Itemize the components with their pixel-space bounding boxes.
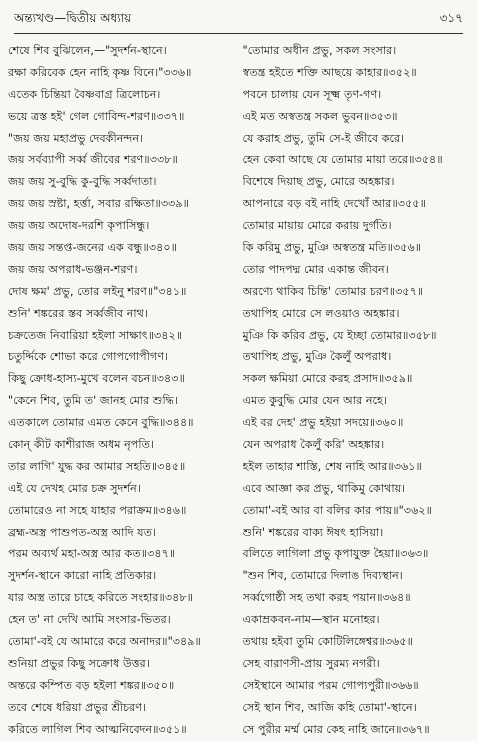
verse-line: জয় সর্বব্যাপী সর্ব্ব জীবের শরণ॥৩৩৮॥ — [8, 153, 178, 167]
verse-line: তথায় হইবা তুমি কোটিলিঙ্গেশ্বর॥৩৬৫॥ — [242, 635, 413, 649]
verse-line: হইল তাহার শাস্তি, শেষ নাহি আর॥৩৬১॥ — [242, 459, 422, 473]
verse-line: চক্রতেজ নিবারিয়া হইলা সাক্ষাৎ॥৩৪২॥ — [8, 328, 183, 342]
verse-line: হেন কেবা আছে যে তোমার মায়া তরে॥৩৫৪॥ — [242, 153, 443, 167]
verse-line: কিছু ক্রোধ-হাস্য-মুখে বলেন বচন॥৩৪৩॥ — [8, 372, 185, 386]
verse-line: জয় জয় সন্তপ্ত-জনের এক বন্ধু॥৩৪০॥ — [8, 241, 177, 255]
verse-line: এই মত অস্বতন্ত্র সকল ভুবন॥৩৫৩॥ — [242, 109, 398, 123]
verse-line: হেন ত' না দেখি আমি সংসার-ভিতর। — [8, 613, 171, 627]
verse-line: এই বর দেহ' প্রভু হইয়া সদয়ে॥৩৬০॥ — [242, 416, 404, 430]
verse-line: মুঞি কি করিব প্রভু, যে ইচ্ছা তোমার॥৩৫৮॥ — [242, 328, 437, 342]
verse-line: শুনি' শঙ্করের স্তব সর্ব্বজীব নাথ। — [8, 306, 148, 320]
verse-line: বলিতে লাগিলা প্রভু কৃপাযুক্ত হৈয়া॥৩৬৩॥ — [242, 547, 429, 561]
verse-line: তথাপিহ মোরে সে লওয়াও অহঙ্কার। — [242, 306, 400, 320]
verse-line: চতুর্দ্দিকে শোভা করে গোপগোপীগণ। — [8, 350, 169, 364]
verse-line: সুদর্শন-স্থানে কারো নাহি প্রতিকার। — [8, 569, 157, 583]
verse-line: যে করাহ প্রভু, তুমি সে-ই জীবে করে। — [242, 131, 405, 145]
verse-line: ব্রহ্ম-অস্ত্র পাশুপত-অস্ত্র আদি যত। — [8, 525, 156, 539]
verse-line: জয় জয় সু-বুদ্ধি কু-বুদ্ধি সর্ব্বদাতা। — [8, 175, 157, 189]
chapter-heading: অন্ত্যখণ্ড—দ্বিতীয় অধ্যায় — [14, 11, 132, 25]
verse-line: যার অস্ত্র তারে চাহে করিতে সংহার॥৩৪৮॥ — [8, 591, 193, 605]
verse-line: জয় জয় অপরাধ-ভঞ্জন-শরণ। — [8, 262, 138, 276]
verse-line: পরম অব্যর্থ মহা-অস্ত্র আর কত॥৩৪৭॥ — [8, 547, 176, 561]
verse-line: জয় জয় অদোষ-দরশি কৃপাসিন্ধু। — [8, 219, 150, 233]
verse-line: করিতে লাগিল শিব আত্মনিবেদন॥৩৫১॥ — [8, 722, 187, 736]
verse-line: তোমা'-বই আর বা বলির কার পায়॥"৩৬২॥ — [242, 503, 432, 517]
verse-line: ভয়ে ত্রস্ত হই' গেল গোবিন্দ-শরণ॥৩৩৭॥ — [8, 109, 185, 123]
verse-line: তথাপিহ প্রভু, মুঞি কৈলুঁ অপরাধ। — [242, 350, 392, 364]
running-header — [14, 8, 463, 32]
verse-line: তবে শেষে ধরিয়া প্রভুর শ্রীচরণ। — [8, 700, 147, 714]
verse-line: "জয় জয় মহাপ্রভু দেবকীনন্দন। — [8, 131, 144, 145]
verse-line: এবে আজ্ঞা কর প্রভু, থাকিমু কোথায়। — [242, 481, 406, 495]
verse-line: দোষ ক্ষম' প্রভু, তোর লইনু শরণ॥"৩৪১॥ — [8, 284, 187, 298]
verse-line: কি করিমু প্রভু, মুঞি অস্বতন্ত্র মতি॥৩৫৬॥ — [242, 241, 422, 255]
header-rule — [14, 33, 463, 34]
left-column — [8, 40, 235, 741]
verse-line: সেহ বারাণসী-প্রায় সুরম্য নগরী। — [242, 656, 380, 670]
verse-line: বিশেষে দিয়াছ প্রভু, মোরে অহঙ্কার। — [242, 175, 395, 189]
verse-line: তোমারেও না সহে যাহার পরাক্রম॥৩৪৬॥ — [8, 503, 187, 517]
verse-line: এমত কুবুদ্ধি মোর যেন আর নহে। — [242, 394, 387, 408]
verse-line: "কেনে শিব, তুমি ত' জানহ মোর শুদ্ধি। — [8, 394, 178, 408]
right-column — [243, 40, 470, 741]
verse-line: তোমা'-বই যে আমারে করে অনাদর॥"৩৪৯॥ — [8, 635, 201, 649]
verse-line: সে পুরীর মর্ম্ম মোর কেহ নাহি জানে॥৩৬৭॥ — [242, 722, 430, 736]
verse-line: একাম্রকবন-নাম—স্থান মনোহর। — [242, 613, 380, 627]
verse-line: সেইস্থানে আমার পরম গোপ্যপুরী॥৩৬৬॥ — [242, 678, 419, 692]
verse-line: শুনি' শঙ্করের বাক্য ঈষৎ হাসিয়া। — [242, 525, 384, 539]
verse-line: অরণ্যে থাকিব চিন্তি' তোমার চরণ॥৩৫৭॥ — [242, 284, 424, 298]
verse-line: তোমার মায়ায় মোরে করায় দুর্গতি। — [242, 219, 392, 233]
verse-line: যেন অপরাধ কৈলুঁ করি' অহঙ্কার। — [242, 438, 385, 452]
verse-line: আপনারে বড় বই নাহি দেখোঁ আর॥৩৫৫॥ — [242, 197, 426, 211]
verse-line: এই যে দেখহ মোর চক্র সুদর্শন। — [8, 481, 141, 495]
verse-line: তার লাগি' যুদ্ধ কর আমার সহতি॥৩৪৫॥ — [8, 459, 186, 473]
verse-line: সেই স্থান শিব, আজি কহি তোমা'-স্থানে। — [242, 700, 417, 714]
verse-line: তোর পাদপদ্ম মোর একান্ত জীবন। — [242, 262, 389, 276]
verse-line: রক্ষা করিবেক হেন নাহি কৃষ্ণ বিনে।"৩৩৬॥ — [8, 65, 192, 79]
page-number: ৩১৭ — [439, 11, 463, 25]
verse-line: "তোমার অধীন প্রভু, সকল সংসার। — [242, 44, 397, 57]
verse-columns — [8, 40, 469, 741]
verse-line: অন্তরে কম্পিত বড় হইলা শঙ্কর॥৩৫০॥ — [8, 678, 175, 692]
verse-line: পবনে চালায় যেন সূক্ষ্ম তৃণ-গণ। — [242, 87, 382, 101]
verse-line: সকল ক্ষমিয়া মোরে করহ প্রসাদ॥৩৫৯॥ — [242, 372, 413, 386]
verse-line: জয় জয় স্রষ্টা, হর্ত্তা, সবার রক্ষিতা॥৩৩৯॥ — [8, 197, 189, 211]
verse-line: "শুন শিব, তোমারে দিলাঙ দিব্যস্থান। — [242, 569, 403, 583]
verse-line: কোন্ কীট কাশীরাজ অধম নৃপতি। — [8, 438, 154, 452]
verse-line: শুনিয়া প্রভুর কিছু সক্রোধ উত্তর। — [8, 656, 150, 670]
verse-line: স্বতন্ত্র হইতে শক্তি আছয়ে কাহার॥৩৫২॥ — [242, 65, 417, 79]
verse-line: এতকালে তোমার এমত কেনে বুদ্ধি॥৩৪৪॥ — [8, 416, 194, 430]
verse-line: এতেক চিন্তিয়া বৈষ্ণবাগ্র ত্রিলোচন। — [8, 87, 161, 101]
verse-line: শেষে শিব বুঝিলেন,—"সুদর্শন-স্থানে। — [8, 44, 167, 57]
verse-line: সর্ব্বগোষ্ঠী সহ তথা করহ পয়ান॥৩৬৪॥ — [242, 591, 411, 605]
